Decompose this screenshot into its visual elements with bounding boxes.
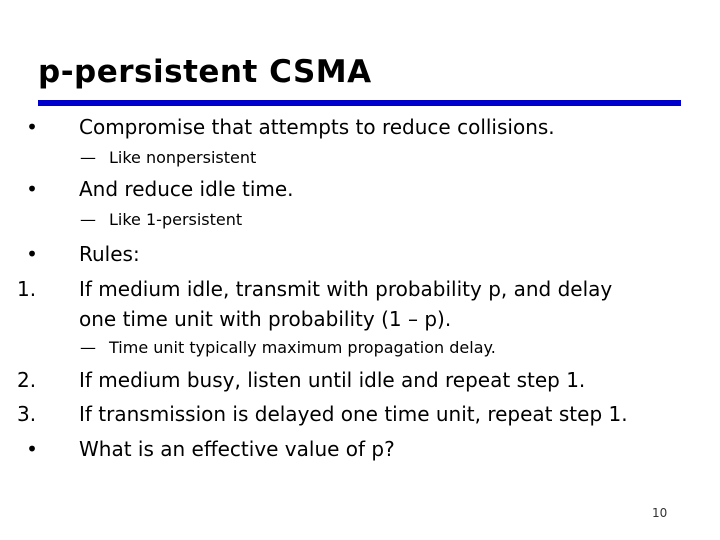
dash-marker: —: [80, 210, 96, 229]
dash-marker: —: [80, 148, 96, 167]
numbered-text: If medium busy, listen until idle and repeat step 1.: [79, 368, 586, 392]
slide-title: p-persistent CSMA: [38, 54, 372, 90]
numbered-text: If medium idle, transmit with probability p, and delay: [79, 277, 613, 301]
bullet-text: And reduce idle time.: [79, 177, 294, 201]
number-marker: 2.: [17, 368, 37, 392]
numbered-text: If transmission is delayed one time unit, repeat step 1.: [79, 402, 628, 426]
bullet-text: What is an effective value of p?: [79, 437, 395, 461]
title-underline: [38, 100, 681, 106]
page-number: 10: [652, 506, 668, 520]
numbered-text: one time unit with probability (1 – p).: [79, 307, 452, 331]
bullet-marker: •: [26, 115, 38, 139]
bullet-text: Rules:: [79, 242, 140, 266]
bullet-marker: •: [26, 437, 38, 461]
sub-item-text: Like nonpersistent: [109, 148, 257, 167]
sub-item-text: Time unit typically maximum propagation delay.: [109, 338, 496, 357]
bullet-marker: •: [26, 177, 38, 201]
number-marker: 3.: [17, 402, 37, 426]
sub-item-text: Like 1-persistent: [109, 210, 243, 229]
bullet-text: Compromise that attempts to reduce collisions.: [79, 115, 555, 139]
bullet-marker: •: [26, 242, 38, 266]
number-marker: 1.: [17, 277, 37, 301]
dash-marker: —: [80, 338, 96, 357]
